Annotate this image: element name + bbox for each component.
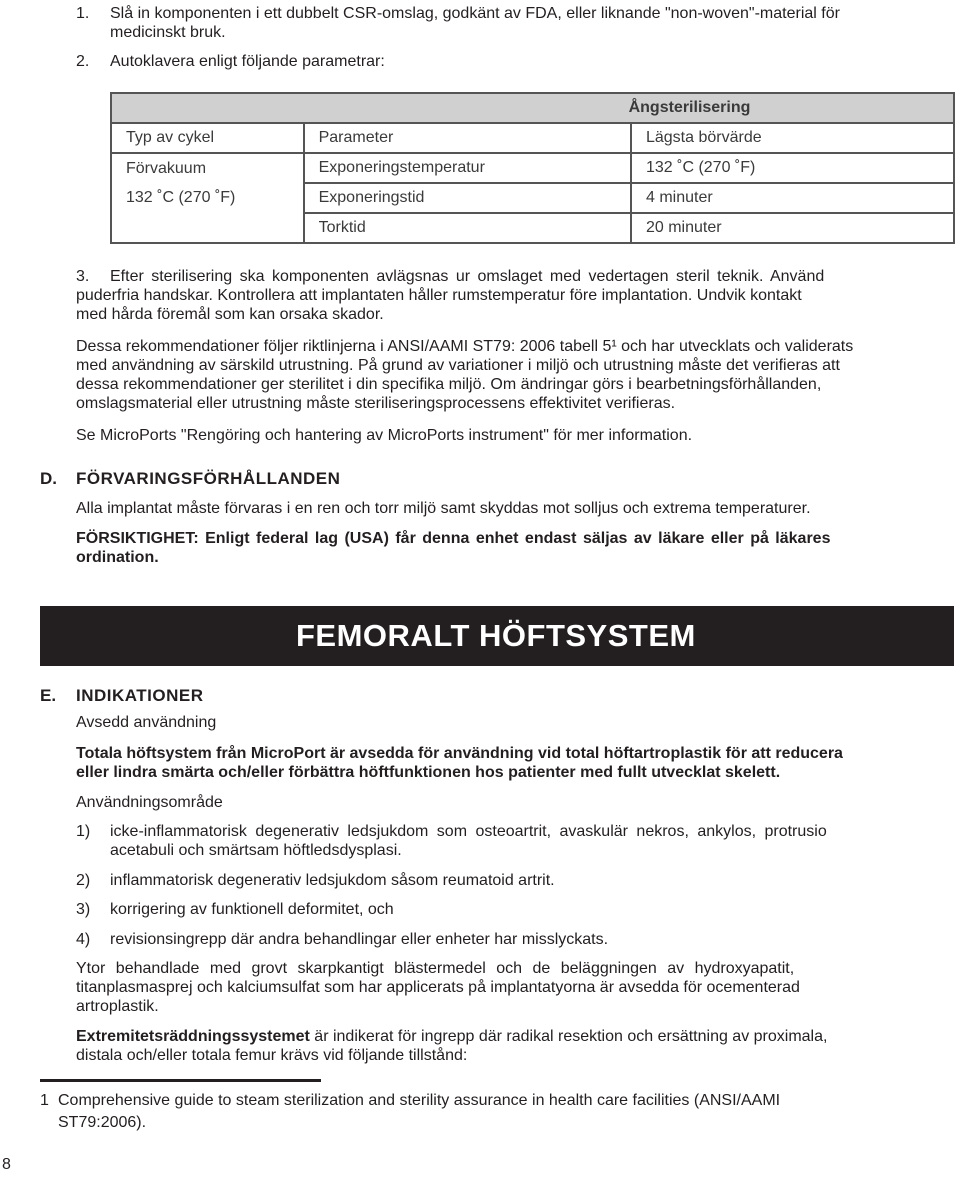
caution-text: ordination. xyxy=(76,549,159,566)
paragraph-line: med användning av särskild utrustning. På grund av variationer i miljö och utrustning måste det verifieras att xyxy=(76,357,840,374)
table-cell: 4 minuter xyxy=(631,183,954,213)
list-item: korrigering av funktionell deformitet, och xyxy=(110,901,394,918)
banner-title: FEMORALT HÖFTSYSTEM xyxy=(296,618,696,653)
limb-salvage-term: Extremitetsräddningssystemet xyxy=(76,1028,310,1045)
table-cell xyxy=(111,213,304,243)
list-item: icke-inflammatorisk degenerativ ledsjukdom som osteoartrit, avaskulär nekros, ankylos, protrusio xyxy=(110,823,827,840)
step-number: 2. xyxy=(76,53,90,70)
step-text: Efter sterilisering ska komponenten avlägsnas ur omslaget med vedertagen steril teknik. Använd xyxy=(110,268,825,285)
limb-salvage-paragraph xyxy=(76,1027,827,1046)
table-cell: 132 ˚C (270 ˚F) xyxy=(111,183,304,213)
storage-text: Alla implantat måste förvaras i en ren och torr miljö samt skyddas mot solljus och extrema temperaturer. xyxy=(76,500,811,517)
paragraph-line: är indikerat för ingrepp där radikal resektion och ersättning av proximala, xyxy=(309,1028,828,1045)
section-letter: D. xyxy=(40,469,57,488)
area-label: Användningsområde xyxy=(76,794,223,811)
step-text: med hårda föremål som kan orsaka skador. xyxy=(76,306,384,323)
intended-use-text: Totala höftsystem från MicroPort är avsedda för användning vid total höftartroplastik för att reducera xyxy=(76,745,843,762)
list-number: 2) xyxy=(76,872,91,889)
caution-text: FÖRSIKTIGHET: Enligt federal lag (USA) får denna enhet endast säljas av läkare eller på läkares xyxy=(76,530,831,547)
table-cell: 132 ˚C (270 ˚F) xyxy=(631,153,954,183)
page-number: 8 xyxy=(2,1156,11,1173)
table-header: Ångsterilisering xyxy=(111,93,954,123)
table-cell: Exponeringstid xyxy=(304,183,631,213)
list-number: 1) xyxy=(76,823,91,840)
paragraph-line: omslagsmaterial eller utrustning måste steriliseringsprocessens effektivitet verifieras. xyxy=(76,395,676,412)
step-number: 1. xyxy=(76,5,90,22)
list-number: 3) xyxy=(76,901,91,918)
paragraph-line: Dessa rekommendationer följer riktlinjerna i ANSI/AAMI ST79: 2006 tabell 5¹ och har utvecklats och validerats xyxy=(76,338,854,355)
list-number: 4) xyxy=(76,931,91,948)
step-text: Autoklavera enligt följande parametrar: xyxy=(110,53,385,70)
list-item: acetabuli och smärtsam höftledsdysplasi. xyxy=(110,842,402,859)
footnote-divider xyxy=(40,1079,321,1082)
step-text: Slå in komponenten i ett dubbelt CSR-omslag, godkänt av FDA, eller liknande "non-woven"-material för xyxy=(110,5,840,22)
step-text: puderfria handskar. Kontrollera att implantaten håller rumstemperatur före implantation. Undvik kontakt xyxy=(76,287,802,304)
paragraph-line: titanplasmasprej och kalciumsulfat som har applicerats på implantatyorna är avsedda för ocementerad xyxy=(76,979,800,996)
list-item: revisionsingrepp där andra behandlingar eller enheter har misslyckats. xyxy=(110,931,609,948)
paragraph-line: artroplastik. xyxy=(76,998,159,1015)
footnote-number: 1 xyxy=(40,1092,49,1109)
sterilization-table xyxy=(110,92,955,244)
intended-use-text: eller lindra smärta och/eller förbättra höftfunktionen hos patienter med fullt utvecklat skelett. xyxy=(76,764,781,781)
table-cell: Torktid xyxy=(304,213,631,243)
footnote-text: Comprehensive guide to steam sterilization and sterility assurance in health care facilities (ANSI/AAMI xyxy=(58,1092,781,1109)
see-reference: Se MicroPorts "Rengöring och hantering av MicroPorts instrument" för mer information. xyxy=(76,427,693,444)
column-header: Lägsta börvärde xyxy=(631,123,954,153)
table-cell: 20 minuter xyxy=(631,213,954,243)
column-header: Parameter xyxy=(304,123,631,153)
list-item: inflammatorisk degenerativ ledsjukdom såsom reumatoid artrit. xyxy=(110,872,555,889)
step-number: 3. xyxy=(76,268,90,285)
paragraph-line: dessa rekommendationer ger sterilitet i din specifika miljö. Om ändringar görs i bearbetningsförhållanden, xyxy=(76,376,822,393)
paragraph-line: distala och/eller totala femur krävs vid följande tillstånd: xyxy=(76,1047,468,1064)
section-letter: E. xyxy=(40,686,57,705)
section-title: INDIKATIONER xyxy=(76,686,204,705)
intended-use-label: Avsedd användning xyxy=(76,714,217,731)
footnote-text: ST79:2006). xyxy=(58,1114,147,1131)
table-cell: Förvakuum xyxy=(111,153,304,183)
column-header: Typ av cykel xyxy=(111,123,304,153)
paragraph-line: Ytor behandlade med grovt skarpkantigt blästermedel och de beläggningen av hydroxyapatit, xyxy=(76,960,795,977)
step-text: medicinskt bruk. xyxy=(110,24,226,41)
section-title: FÖRVARINGSFÖRHÅLLANDEN xyxy=(76,469,341,488)
table-cell: Exponeringstemperatur xyxy=(304,153,631,183)
